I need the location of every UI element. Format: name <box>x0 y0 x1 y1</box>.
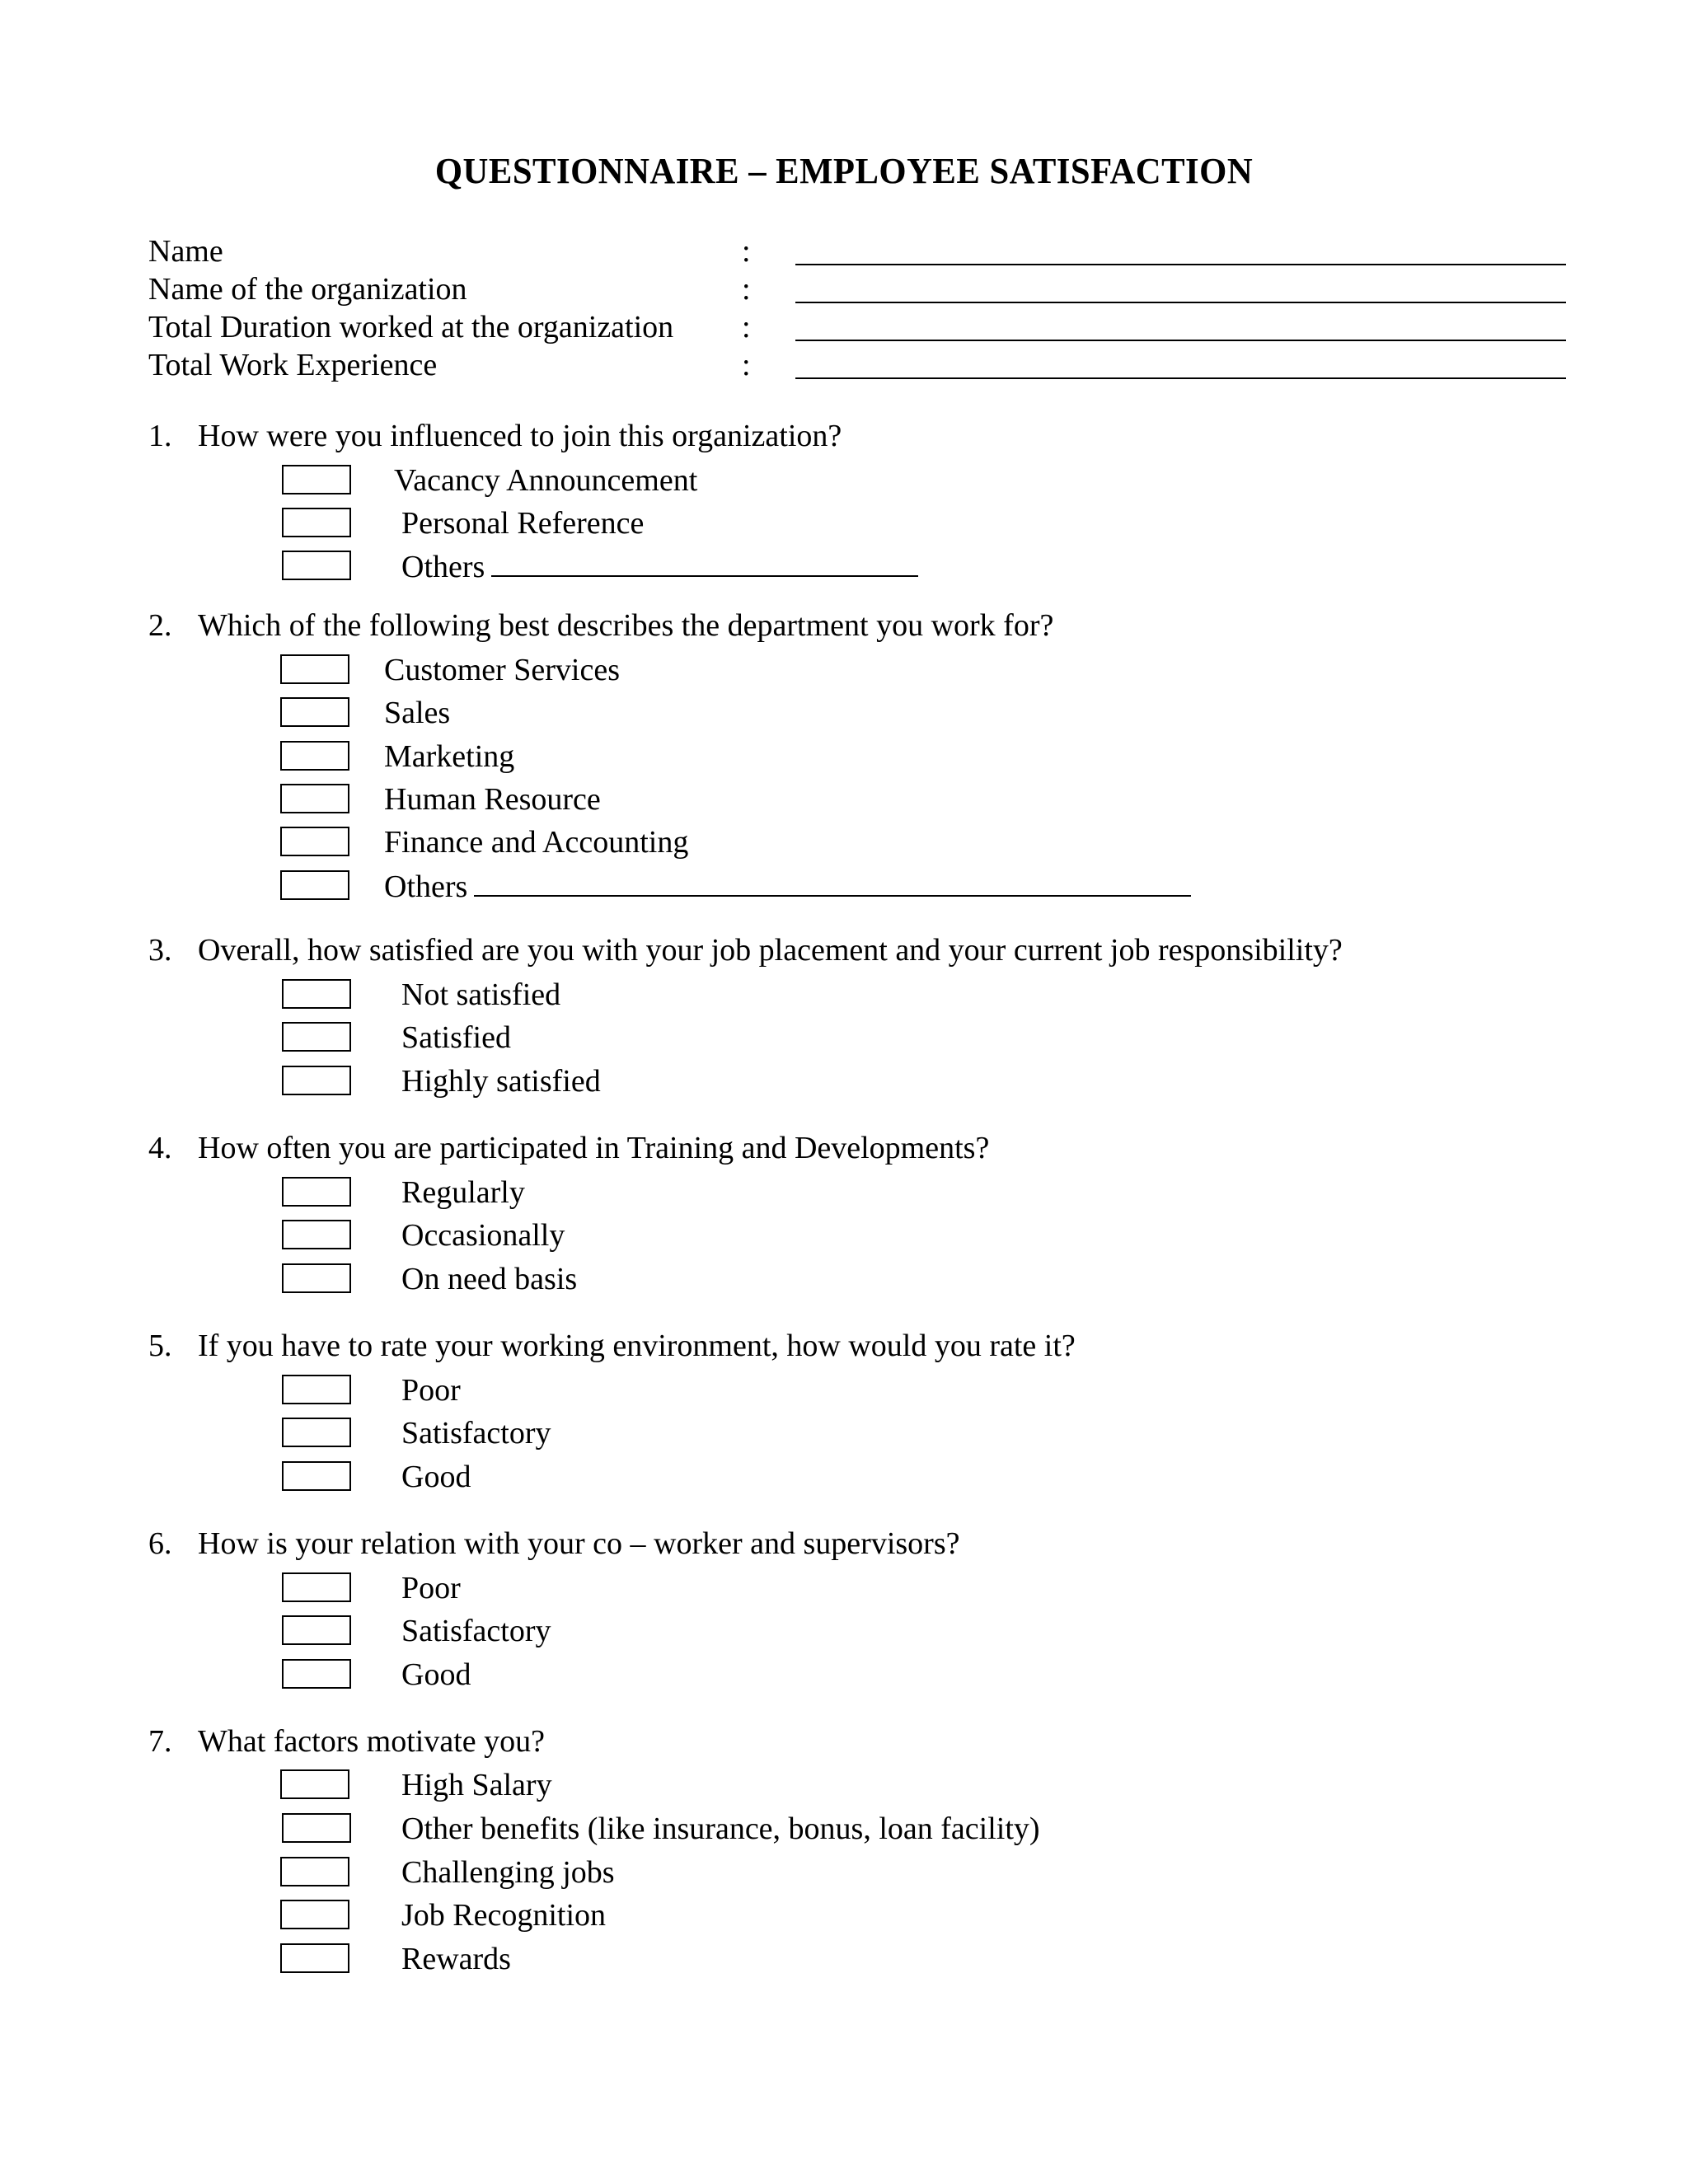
checkbox[interactable] <box>282 1418 351 1447</box>
option-q2-4[interactable] <box>280 780 1434 818</box>
option-q1-3[interactable] <box>282 547 1436 585</box>
field-colon: : <box>742 234 751 269</box>
checkbox[interactable] <box>280 1769 349 1799</box>
checkbox[interactable] <box>282 1461 351 1491</box>
question-number: 6. <box>148 1526 172 1561</box>
field-name <box>148 232 1566 270</box>
option-label: Highly satisfied <box>401 1064 601 1099</box>
option-q4-1[interactable] <box>282 1174 1436 1212</box>
option-q7-2[interactable] <box>282 1810 1436 1848</box>
question-5 <box>148 1327 1076 1365</box>
option-label: Good <box>401 1657 471 1692</box>
option-q1-1[interactable] <box>282 462 1436 499</box>
checkbox[interactable] <box>282 1220 351 1249</box>
option-label: Human Resource <box>384 782 601 817</box>
field-colon: : <box>742 310 751 344</box>
question-3 <box>148 931 1343 969</box>
checkbox[interactable] <box>280 827 349 856</box>
field-colon: : <box>742 272 751 307</box>
others-input-line[interactable] <box>491 547 918 577</box>
option-label: Regularly <box>401 1175 525 1210</box>
question-text: Which of the following best describes the department you work for? <box>198 608 1054 643</box>
field-label: Name <box>148 234 223 269</box>
checkbox[interactable] <box>282 465 351 494</box>
checkbox[interactable] <box>282 1813 351 1843</box>
checkbox[interactable] <box>280 654 349 684</box>
option-label: Poor <box>401 1373 461 1408</box>
experience-input-line[interactable] <box>795 377 1566 379</box>
option-label: Poor <box>401 1571 461 1605</box>
option-q7-1[interactable] <box>280 1766 1434 1804</box>
field-experience <box>148 346 1566 384</box>
option-label: Marketing <box>384 739 515 774</box>
option-label: Job Recognition <box>401 1898 607 1933</box>
option-q2-5[interactable] <box>280 823 1434 861</box>
checkbox[interactable] <box>280 1857 349 1886</box>
question-text: How often you are participated in Training and Developments? <box>198 1131 990 1165</box>
option-label: Customer Services <box>384 653 621 687</box>
checkbox[interactable] <box>282 1572 351 1602</box>
option-label: Satisfactory <box>401 1614 551 1648</box>
question-number: 2. <box>148 608 172 643</box>
checkbox[interactable] <box>282 979 351 1009</box>
checkbox[interactable] <box>280 784 349 813</box>
question-text: What factors motivate you? <box>198 1724 546 1759</box>
option-q5-1[interactable] <box>282 1371 1436 1409</box>
checkbox[interactable] <box>282 1022 351 1052</box>
checkbox[interactable] <box>282 508 351 537</box>
option-q3-3[interactable] <box>282 1062 1436 1100</box>
option-q7-4[interactable] <box>280 1896 1434 1934</box>
field-label: Total Work Experience <box>148 348 438 382</box>
question-number: 5. <box>148 1329 172 1363</box>
option-q5-3[interactable] <box>282 1458 1436 1496</box>
option-q1-2[interactable] <box>282 504 1436 542</box>
option-q2-1[interactable] <box>280 651 1434 689</box>
checkbox[interactable] <box>280 741 349 771</box>
option-label: Others <box>384 867 1191 906</box>
option-label: Sales <box>384 696 451 730</box>
checkbox[interactable] <box>280 870 349 900</box>
checkbox[interactable] <box>282 1375 351 1404</box>
question-4 <box>148 1129 989 1167</box>
option-label: On need basis <box>401 1262 578 1296</box>
option-q4-3[interactable] <box>282 1260 1436 1298</box>
option-q4-2[interactable] <box>282 1216 1436 1254</box>
option-label: Personal Reference <box>401 506 645 541</box>
option-q3-1[interactable] <box>282 976 1436 1014</box>
option-label: Satisfactory <box>401 1416 551 1451</box>
field-label: Name of the organization <box>148 272 467 307</box>
option-q5-2[interactable] <box>282 1414 1436 1452</box>
question-7 <box>148 1722 545 1760</box>
question-text: Overall, how satisfied are you with your job placement and your current job responsibility? <box>198 933 1343 968</box>
question-number: 1. <box>148 419 172 453</box>
checkbox[interactable] <box>282 1066 351 1095</box>
question-text: How were you influenced to join this organization? <box>198 419 842 453</box>
option-q3-2[interactable] <box>282 1019 1436 1057</box>
option-q7-3[interactable] <box>280 1854 1434 1891</box>
field-duration <box>148 308 1566 346</box>
page-title: QUESTIONNAIRE – EMPLOYEE SATISFACTION <box>434 151 1254 191</box>
option-q2-6[interactable] <box>280 867 1434 905</box>
option-q7-5[interactable] <box>280 1940 1434 1978</box>
duration-input-line[interactable] <box>795 340 1566 341</box>
option-q6-2[interactable] <box>282 1612 1436 1650</box>
checkbox[interactable] <box>282 1263 351 1293</box>
question-2 <box>148 607 1053 644</box>
question-number: 7. <box>148 1724 172 1759</box>
option-label: Not satisfied <box>401 977 561 1012</box>
checkbox[interactable] <box>282 1177 351 1207</box>
checkbox[interactable] <box>280 1943 349 1973</box>
name-input-line[interactable] <box>795 264 1566 265</box>
question-6 <box>148 1525 959 1563</box>
others-input-line[interactable] <box>474 867 1191 897</box>
option-label: Occasionally <box>401 1218 565 1253</box>
option-q6-3[interactable] <box>282 1656 1436 1694</box>
checkbox[interactable] <box>280 1900 349 1929</box>
option-label: Good <box>401 1460 471 1494</box>
checkbox[interactable] <box>282 551 351 580</box>
question-number: 3. <box>148 933 172 968</box>
option-q6-1[interactable] <box>282 1569 1436 1607</box>
option-label: Other benefits (like insurance, bonus, loan facility) <box>401 1811 1040 1846</box>
question-text: How is your relation with your co – worker and supervisors? <box>198 1526 960 1561</box>
question-number: 4. <box>148 1131 172 1165</box>
organization-input-line[interactable] <box>795 302 1566 303</box>
option-label: High Salary <box>401 1768 552 1802</box>
field-organization <box>148 270 1566 308</box>
checkbox[interactable] <box>282 1659 351 1689</box>
option-label: Challenging jobs <box>401 1855 615 1890</box>
field-colon: : <box>742 348 751 382</box>
option-q2-2[interactable] <box>280 694 1434 732</box>
option-label: Satisfied <box>401 1020 511 1055</box>
question-text: If you have to rate your working environment, how would you rate it? <box>198 1329 1076 1363</box>
option-label: Others <box>401 547 918 586</box>
field-label: Total Duration worked at the organization <box>148 310 674 344</box>
option-q2-3[interactable] <box>280 738 1434 776</box>
option-label: Rewards <box>401 1942 511 1976</box>
checkbox[interactable] <box>280 697 349 727</box>
checkbox[interactable] <box>282 1615 351 1645</box>
option-label: Finance and Accounting <box>384 825 689 860</box>
option-label: Vacancy Announcement <box>394 463 698 498</box>
question-1 <box>148 417 842 455</box>
